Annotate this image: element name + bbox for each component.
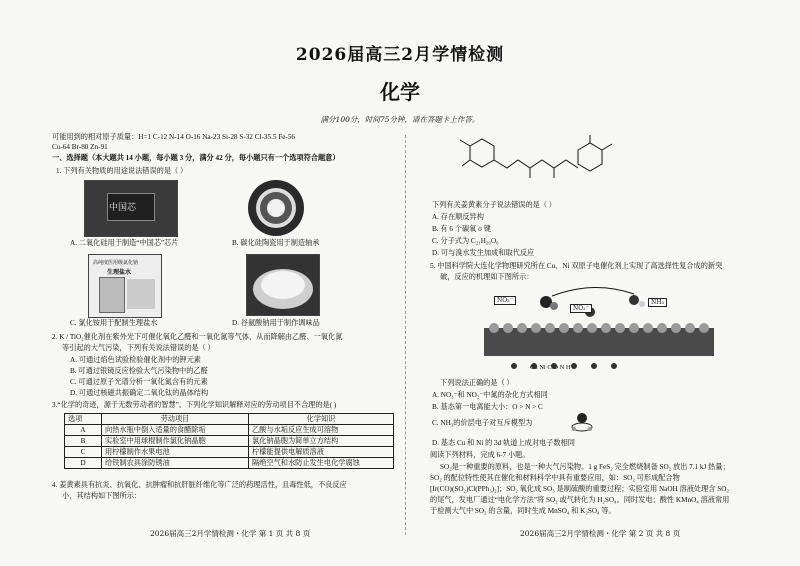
table-cell: A: [65, 425, 102, 436]
q1-option-d: D. 谷氨酸钠用于制作调味品: [232, 319, 320, 327]
q4-option-d: D. 可与溴水发生加成和取代反应: [432, 249, 535, 257]
q5-stem: 下列说法正确的是（ ）: [440, 379, 514, 387]
atomic-masses-line2: Cu-64 Br-80 Zn-91: [52, 143, 108, 151]
q5-option-a: A. NO₃⁻和 NO₂⁻中氮的杂化方式相同: [432, 391, 548, 399]
table-row: [65, 436, 394, 447]
table-cell: 向热水瓶中倒入适量的食醋除垢: [102, 425, 249, 436]
q2-option-c: C. 可通过原子光谱分析一氧化氮含有的元素: [70, 378, 208, 386]
chip-label: 中国芯: [109, 203, 137, 213]
question-5-line1: 5. 中国科学院大连化学物理研究所在 Cu、Ni 双原子电催化剂上实现了高选择性复合成的新突: [430, 262, 723, 270]
table-row: [65, 425, 394, 436]
q4-option-c: C. 分子式为 C₂₁H₂₀O₆: [432, 237, 499, 245]
table-header-cell: 选项: [65, 414, 102, 425]
q2-option-b: B. 可通过银镜反应检验大气污染物中的乙醛: [70, 367, 208, 375]
question-2-line1: 2. K / TiO₂催化剂在紫外光下可催化氧化乙醛和一氧化氮等气体，从而降解由乙醛、一氧化氮: [52, 333, 343, 341]
table-cell: 给铁制农具涂防锈油: [102, 458, 249, 469]
q2-option-a: A. 可通过焰色试验检验催化剂中的钾元素: [70, 356, 201, 364]
question-4-line1: 4. 姜黄素具有抗炎、抗氧化、抗肿瘤和抗肝脏纤维化等广泛的药理活性，且毒性低，不良反应: [52, 481, 347, 489]
question-4-line2: 小，其结构如下图所示：: [62, 492, 142, 500]
table-cell: 柠檬能提供电解质溶液: [249, 447, 394, 458]
q5-option-c: C. NH₃的价层电子对互斥模型为: [432, 419, 533, 427]
exam-instructions: 满分100分，时间75分钟，请在答题卡上作答。: [320, 115, 480, 124]
q1-option-a: A. 二氧化硅用于制造“中国芯”芯片: [70, 239, 179, 247]
table-header-row: [65, 414, 394, 425]
table-cell: 隔绝空气和水防止发生电化学腐蚀: [249, 458, 394, 469]
question-5-line2: 破，反应的机理如下图所示：: [440, 273, 534, 281]
atomic-masses-line1: 可能用到的相对原子质量：H=1 C-12 N-14 O-16 Na-23 Si-28 S-32 Cl-35.5 Fe-56: [52, 133, 296, 141]
table-row: [65, 458, 394, 469]
curcumin-structure: [452, 132, 622, 194]
exam-title: 2026届高三2月学情检测: [295, 45, 505, 65]
table-cell: 用柠檬制作水果电池: [102, 447, 249, 458]
q5-option-b: B. 基态第一电离能大小：O > N > C: [432, 403, 543, 411]
footer-left: 2026届高三2月学情检测・化学 第 1 页 共 8 页: [150, 529, 311, 538]
q4-option-a: A. 存在顺反异构: [432, 213, 484, 221]
material-line1: SO₂是一种重要的原料，也是一种大气污染物。1 g FeS₂ 完全燃烧制备 SO₂ 放出 7.1 kJ 热量；: [440, 463, 730, 471]
q5-option-d: D. 基态 Cu 和 Ni 的 3d 轨道上成对电子数相同: [432, 439, 575, 447]
material-line4: 的尾气，发电厂通过“电化学方法”将 SO₂ 或气转化为 H₂SO₄。同时发电；酸性 KMnO₄ 溶液常用: [430, 496, 730, 504]
material-line3: [Ir(CO)(SO₂)Cl(PPh₃)₂]；SO₂ 氧化成 SO₃ 是制硫酸的重要过程；实验室用 NaOH 溶液处理含 SO₂: [430, 485, 729, 493]
question-1: 1. 下列有关物质的用途说法错误的是（ ）: [56, 167, 188, 175]
table-cell: 乙酸与水垢反应生成可溶物: [249, 425, 394, 436]
chip-image: [84, 180, 178, 237]
saline-image: [88, 254, 162, 318]
column-divider: [405, 135, 406, 535]
table-header-cell: 劳动项目: [102, 414, 249, 425]
table-cell: 实验室中用球棍制作氯化钠晶胞: [102, 436, 249, 447]
footer-right: 2026届高三2月学情检测・化学 第 2 页 共 8 页: [520, 529, 681, 538]
figure-legend: Cu Ni C O N H: [530, 364, 571, 371]
saline-text1: 高纯度医用级氯化钠: [93, 260, 139, 266]
table-cell: C: [65, 447, 102, 458]
no2-label: NO₂⁻: [570, 304, 592, 313]
section-heading: 一、选择题（本大题共 14 小题，每小题 3 分，满分 42 分，每小题只有一个选项符合题意）: [52, 154, 340, 162]
question-3: 3.“化学的奇迹，源于无数劳动者的智慧”。下列化学知识解释对应的劳动项目不合理的是( ): [52, 401, 337, 409]
table-header-cell: 化学知识: [249, 414, 394, 425]
table-row: [65, 447, 394, 458]
table-cell: D: [65, 458, 102, 469]
catalyst-mechanism-figure: [474, 284, 724, 372]
question-2-line2: 等引起的大气污染，下列有关说法错误的是（ ）: [62, 344, 215, 352]
no3-label: NO₃⁻: [494, 296, 516, 305]
q1-option-b: B. 碳化硅陶瓷用于制造轴承: [232, 239, 320, 247]
q4-option-b: B. 有 6 个碳氧 σ 键: [432, 225, 491, 233]
answer-table: [64, 413, 394, 469]
nh3-label: NH₃: [648, 298, 667, 307]
msg-crystal-image: [246, 254, 320, 316]
table-cell: 氯化钠晶胞为简单立方结构: [249, 436, 394, 447]
vsepr-model-icon: [568, 410, 596, 434]
bearing-image: [246, 178, 306, 238]
material-line2: SO₂ 的配位特性使其在催化和材料科学中具有重要应用，如：SO₂ 可形成配合物: [430, 474, 680, 482]
material-line5: 于检测大气中 SO₂ 的含量，同时生成 MnSO₄ 和 K₂SO₄ 等。: [430, 507, 616, 515]
reading-instruction: 阅读下列材料，完成 6-7 小题。: [430, 451, 530, 459]
q4-stem: 下列有关姜黄素分子说法错误的是（ ）: [432, 201, 556, 209]
saline-text2: 生理盐水: [107, 269, 132, 276]
q1-option-c: C. 氯化铵用于配制生理盐水: [70, 319, 158, 327]
table-cell: B: [65, 436, 102, 447]
q2-option-d: D. 可通过核磁共振确定二氧化钛的晶体结构: [70, 389, 209, 397]
exam-subject: 化学: [380, 80, 420, 104]
